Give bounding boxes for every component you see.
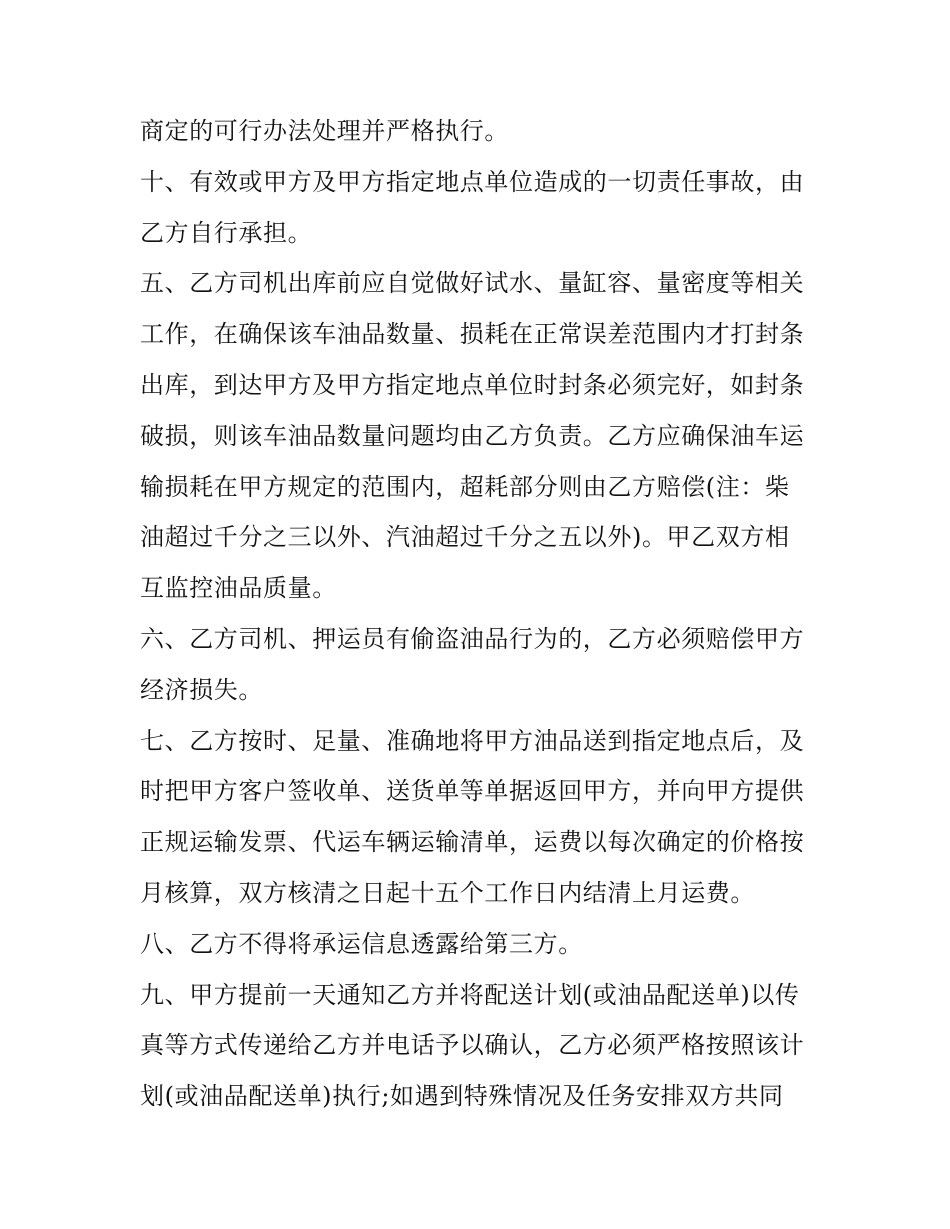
text-line: 十、有效或甲方及甲方指定地点单位造成的一切责任事故，由 <box>140 167 805 196</box>
text-line: 破损，则该车油品数量问题均由乙方负责。乙方应确保油车运 <box>140 421 805 450</box>
text-line: 输损耗在甲方规定的范围内，超耗部分则由乙方赔偿(注：柴 <box>140 472 790 501</box>
document-body <box>140 106 820 1122</box>
text-line: 六、乙方司机、押运员有偷盗油品行为的，乙方必须赔偿甲方 <box>140 624 805 653</box>
text-line: 八、乙方不得将承运信息透露给第三方。 <box>140 929 583 958</box>
text-line: 七、乙方按时、足量、准确地将甲方油品送到指定地点后，及 <box>140 726 805 755</box>
text-line: 五、乙方司机出库前应自觉做好试水、量缸容、量密度等相关 <box>140 269 805 298</box>
text-line: 真等方式传递给乙方并电话予以确认，乙方必须严格按照该计 <box>140 1031 805 1060</box>
text-line: 出库，到达甲方及甲方指定地点单位时封条必须完好，如封条 <box>140 370 805 399</box>
text-line: 乙方自行承担。 <box>140 218 313 247</box>
text-line: 工作，在确保该车油品数量、损耗在正常误差范围内才打封条 <box>140 320 805 349</box>
text-line: 正规运输发票、代运车辆运输清单，运费以每次确定的价格按 <box>140 828 805 857</box>
text-line: 商定的可行办法处理并严格执行。 <box>140 117 509 145</box>
text-line: 月核算，双方核清之日起十五个工作日内结清上月运费。 <box>140 878 755 907</box>
text-line: 经济损失。 <box>140 675 263 704</box>
text-line: 九、甲方提前一天通知乙方并将配送计划(或油品配送单)以传 <box>140 980 800 1009</box>
text-line: 划(或油品配送单)执行;如遇到特殊情况及任务安排双方共同 <box>140 1082 784 1111</box>
text-line: 互监控油品质量。 <box>140 574 337 603</box>
text-line: 油超过千分之三以外、汽油超过千分之五以外)。甲乙双方相 <box>140 523 790 552</box>
text-line: 时把甲方客户签收单、送货单等单据返回甲方，并向甲方提供 <box>140 777 805 806</box>
